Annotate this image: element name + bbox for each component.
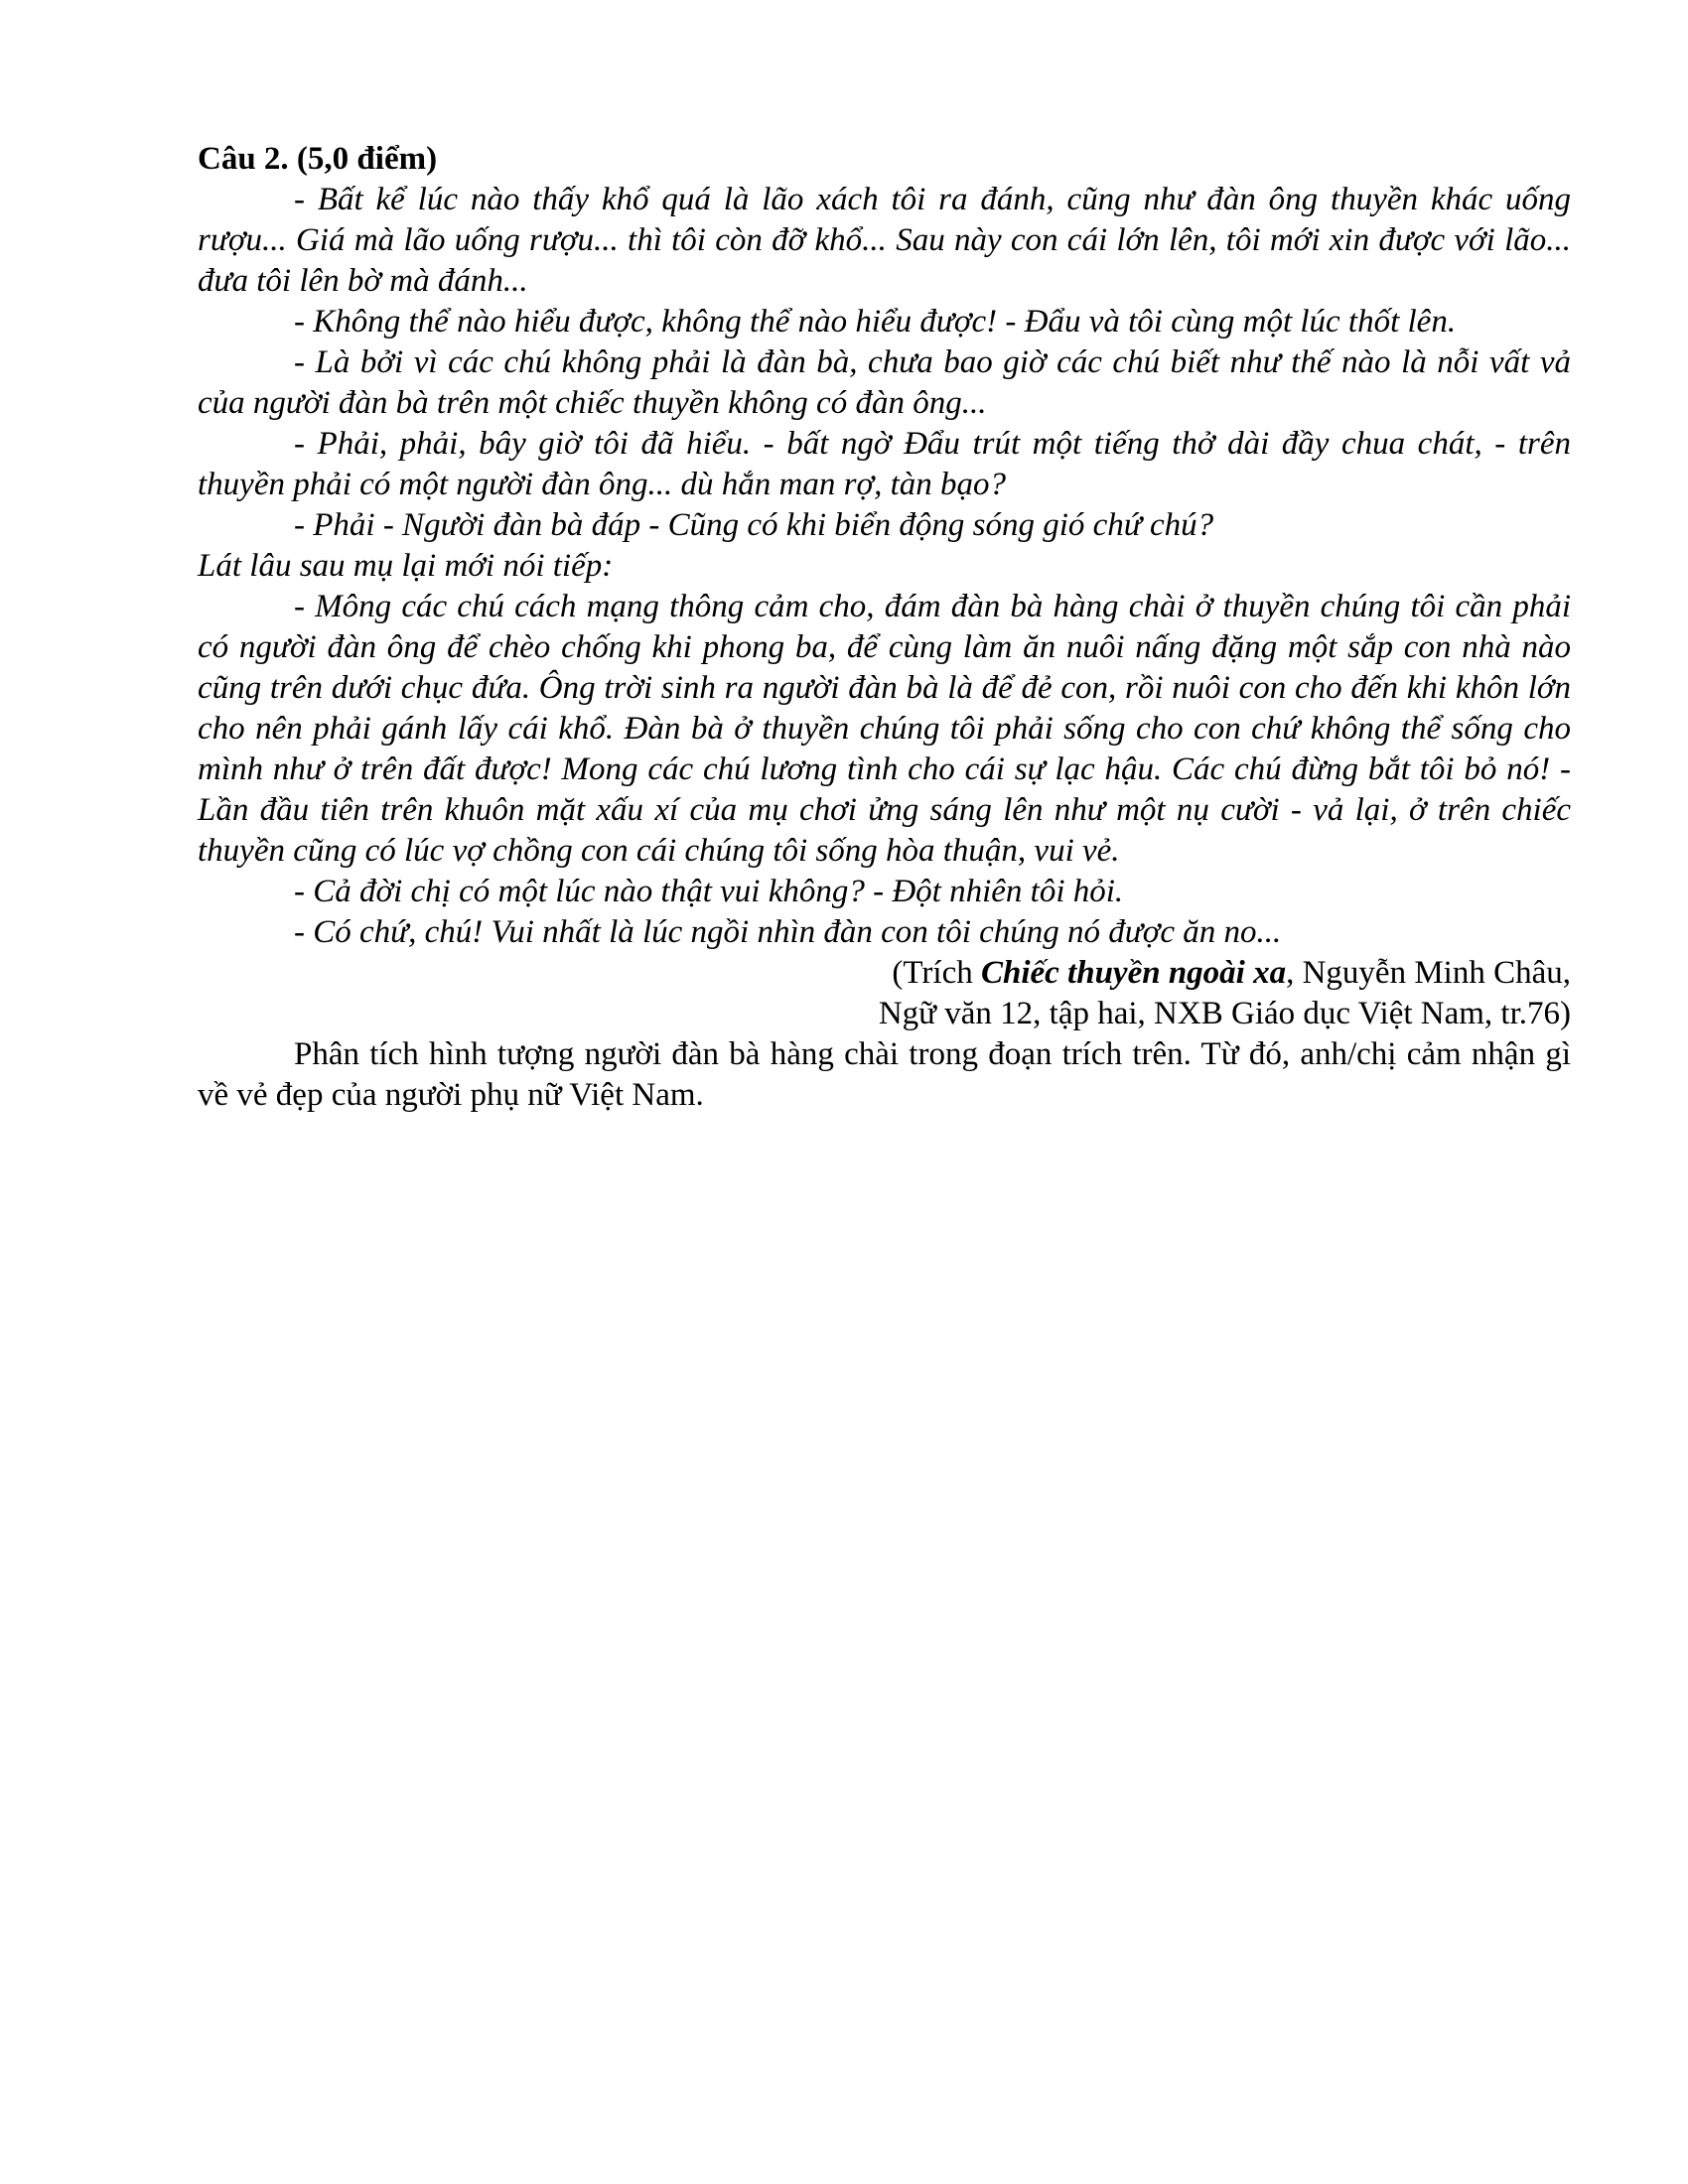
excerpt-paragraph: - Bất kể lúc nào thấy khổ quá là lão xách tôi ra đánh, cũng như đàn ông thuyền khác uống rượu... Giá mà lão uống rượu... thì tôi còn đỡ khổ... Sau này con cái lớn lên, tôi mới xin được với lão... đưa tôi lên bờ mà đánh... — [198, 182, 1571, 299]
excerpt-paragraph: - Là bởi vì các chú không phải là đàn bà, chưa bao giờ các chú biết như thế nào là nỗi vất vả của người đàn bà trên một chiếc thuyền không có đàn ông... — [198, 344, 1571, 421]
citation-line-1 — [198, 953, 1571, 994]
source-citation — [198, 953, 1571, 1034]
excerpt-paragraph: - Phải - Người đàn bà đáp - Cũng có khi biển động sóng gió chứ chú? — [294, 507, 1214, 543]
excerpt-paragraph: - Có chứ, chú! Vui nhất là lúc ngồi nhìn đàn con tôi chúng nó được ăn no... — [294, 914, 1282, 950]
work-title: Chiếc thuyền ngoài xa — [980, 955, 1287, 991]
excerpt-narration: Lát lâu sau mụ lại mới nói tiếp: — [198, 548, 614, 584]
exam-page — [198, 139, 1571, 1116]
essay-prompt: Phân tích hình tượng người đàn bà hàng chài trong đoạn trích trên. Từ đó, anh/chị cảm nhận gì về vẻ đẹp của người phụ nữ Việt Nam. — [198, 1036, 1571, 1113]
citation-author: , Nguyễn Minh Châu, — [1286, 955, 1571, 991]
question-heading: Câu 2. (5,0 điểm) — [198, 141, 438, 177]
citation-line-2: Ngữ văn 12, tập hai, NXB Giáo dục Việt Nam, tr.76) — [878, 996, 1571, 1031]
excerpt-paragraph: - Không thể nào hiểu được, không thể nào hiểu được! - Đẩu và tôi cùng một lúc thốt lên. — [294, 304, 1457, 340]
excerpt-paragraph: - Mông các chú cách mạng thông cảm cho, đám đàn bà hàng chài ở thuyền chúng tôi cần phải có người đàn ông để chèo chống khi phong ba, để cùng làm ăn nuôi nấng đặng một sắp con nhà nào cũng trên dưới chục đứa. Ông trời sinh ra người đàn bà là để đẻ con, rồi nuôi con cho đến khi khôn lớn cho nên phải gánh lấy cái khổ. Đàn bà ở thuyền chúng tôi phải sống cho con chứ không thể sống cho mình như ở trên đất được! Mong các chú lương tình cho cái sự lạc hậu. Các chú đừng bắt tôi bỏ nó! - Lần đầu tiên trên khuôn mặt xấu xí của mụ chơi ửng sáng lên như một nụ cười - vả lại, ở trên chiếc thuyền cũng có lúc vợ chồng con cái chúng tôi sống hòa thuận, vui vẻ. — [198, 589, 1571, 869]
literary-excerpt — [198, 180, 1571, 953]
excerpt-paragraph: - Cả đời chị có một lúc nào thật vui không? - Đột nhiên tôi hỏi. — [294, 874, 1124, 909]
citation-prefix: (Trích — [892, 955, 981, 991]
excerpt-paragraph: - Phải, phải, bây giờ tôi đã hiểu. - bất ngờ Đẩu trút một tiếng thở dài đầy chua chát, - trên thuyền phải có một người đàn ông... dù hắn man rợ, tàn bạo? — [198, 426, 1571, 502]
